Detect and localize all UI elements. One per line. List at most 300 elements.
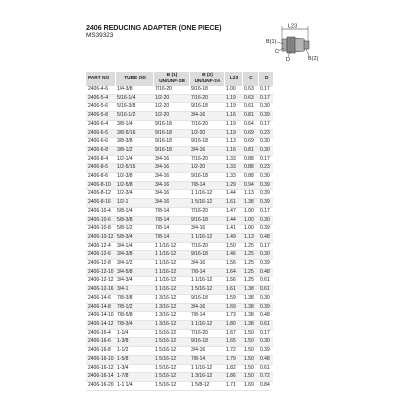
table-cell-b2: 1/2-20 [189, 129, 224, 138]
table-cell-b2: 3/4-16 [189, 260, 224, 269]
table-cell-b2: 7/16-20 [189, 120, 224, 129]
table-cell-b2: 3/4-16 [189, 347, 224, 356]
table-cell-l23: 1.67 [224, 329, 242, 338]
table-cell-l23: 1.47 [224, 207, 242, 216]
table-cell-tube-od: 7/8-3/4 [115, 320, 153, 329]
table-cell-tube-od: 5/8-3/4 [115, 233, 153, 242]
table-row [86, 329, 273, 338]
column-header-line: C [249, 76, 253, 82]
table-cell-c: 1.50 [242, 373, 258, 382]
column-header-line: D [265, 76, 269, 82]
table-cell-d: 0.72 [258, 373, 273, 382]
table-row [86, 86, 273, 94]
table-cell-part-no: 2406-8-10 [86, 181, 115, 190]
table-row [86, 207, 273, 216]
column-header-c [242, 72, 258, 86]
table-cell-l23: 1.19 [224, 103, 242, 112]
table-cell-d: 0.30 [258, 294, 273, 303]
table-row [86, 355, 273, 364]
table-cell-tube-od: 3/4-5/8 [115, 268, 153, 277]
table-cell-l23: 1.71 [224, 381, 242, 390]
column-header-part-no [86, 72, 115, 86]
table-cell-b2: 1 5/16-12 [189, 199, 224, 208]
table-cell-d: 0.30 [258, 216, 273, 225]
table-row [86, 233, 273, 242]
table-cell-d: 0.17 [258, 86, 273, 94]
table-cell-b2: 1/2-20 [189, 164, 224, 173]
table-cell-d: 0.61 [258, 277, 273, 286]
table-cell-tube-od: 1/2-5/16 [115, 164, 153, 173]
table-cell-l23: 1.33 [224, 164, 242, 173]
table-cell-d: 0.17 [258, 94, 273, 103]
table-row [86, 312, 273, 321]
column-header-l23 [224, 72, 242, 86]
table-cell-d: 0.48 [258, 268, 273, 277]
table-cell-l23: 1.86 [224, 373, 242, 382]
table-cell-b2: 7/8-14 [189, 268, 224, 277]
table-cell-tube-od: 3/4-1 [115, 286, 153, 295]
table-cell-b2: 7/8-14 [189, 181, 224, 190]
table-cell-b2: 9/16-18 [189, 173, 224, 182]
table-cell-tube-od: 3/4-1/2 [115, 260, 153, 269]
table-cell-c: 1.25 [242, 260, 258, 269]
table-cell-d: 0.30 [258, 173, 273, 182]
table-row [86, 268, 273, 277]
table-cell-c: 0.63 [242, 94, 258, 103]
table-cell-d: 0.48 [258, 355, 273, 364]
table-cell-tube-od: 1/4-3/8 [115, 86, 153, 94]
table-cell-tube-od: 3/4-3/4 [115, 277, 153, 286]
table-cell-d: 0.23 [258, 164, 273, 173]
table-cell-d: 0.84 [258, 381, 273, 390]
table-cell-c: 0.64 [242, 120, 258, 129]
table-cell-part-no: 2406-16-12 [86, 364, 115, 373]
table-cell-c: 1.25 [242, 242, 258, 251]
table-cell-d: 0.48 [258, 312, 273, 321]
table-cell-tube-od: 3/8-1/2 [115, 146, 153, 155]
table-cell-l23: 1.61 [224, 286, 242, 295]
table-cell-l23: 1.80 [224, 320, 242, 329]
table-cell-c: 1.38 [242, 286, 258, 295]
table-cell-b2: 7/8-14 [189, 355, 224, 364]
table-cell-d: 0.23 [258, 129, 273, 138]
table-cell-part-no: 2406-16-8 [86, 347, 115, 356]
table-cell-b1: 1 1/16-12 [153, 242, 189, 251]
table-cell-part-no: 2406-14-8 [86, 303, 115, 312]
table-cell-l23: 1.65 [224, 338, 242, 347]
table-cell-d: 0.61 [258, 286, 273, 295]
table-cell-b1: 1/2-20 [153, 103, 189, 112]
table-cell-part-no: 2406-8-4 [86, 155, 115, 164]
table-cell-part-no: 2406-12-6 [86, 251, 115, 260]
table-cell-d: 0.17 [258, 155, 273, 164]
table-cell-tube-od: 3/4-1/4 [115, 242, 153, 251]
table-cell-part-no: 2406-12-12 [86, 277, 115, 286]
table-row [86, 173, 273, 182]
table-cell-b1: 7/8-14 [153, 233, 189, 242]
table-cell-b1: 1/2-20 [153, 112, 189, 121]
table-cell-l23: 1.44 [224, 216, 242, 225]
table-row [86, 216, 273, 225]
table-cell-b2: 7/16-20 [189, 242, 224, 251]
table-cell-b1: 1 5/16-12 [153, 329, 189, 338]
table-cell-b2: 3/4-16 [189, 146, 224, 155]
table-cell-l23: 1.16 [224, 146, 242, 155]
table-cell-part-no: 2406-5-4 [86, 94, 115, 103]
table-cell-b1: 3/4-16 [153, 181, 189, 190]
table-cell-b2: 7/16-20 [189, 94, 224, 103]
table-cell-tube-od: 5/8-1/4 [115, 207, 153, 216]
table-cell-d: 0.17 [258, 120, 273, 129]
table-cell-d: 0.39 [258, 260, 273, 269]
adapter-fitting-icon [282, 37, 309, 53]
column-header-line: UN/UNF-2A [194, 79, 221, 84]
table-cell-part-no: 2406-10-12 [86, 233, 115, 242]
table-cell-tube-od: 7/8-1/2 [115, 303, 153, 312]
table-cell-c: 0.81 [242, 146, 258, 155]
table-row [86, 242, 273, 251]
table-cell-l23: 1.19 [224, 129, 242, 138]
table-cell-part-no: 2406-5-8 [86, 112, 115, 121]
table-row [86, 129, 273, 138]
table-cell-b2: 7/16-20 [189, 207, 224, 216]
table-row [86, 338, 273, 347]
parts-table-body [86, 86, 273, 390]
table-cell-tube-od: 3/8-3/8 [115, 138, 153, 147]
table-cell-tube-od: 3/4-3/8 [115, 251, 153, 260]
table-cell-tube-od: 1/2-5/8 [115, 181, 153, 190]
table-cell-c: 0.88 [242, 155, 258, 164]
parts-table [86, 72, 273, 391]
table-cell-d: 0.39 [258, 181, 273, 190]
table-row [86, 260, 273, 269]
column-header-line: UN/UNF-2B [159, 79, 185, 84]
table-cell-c: 1.50 [242, 338, 258, 347]
table-cell-l23: 1.49 [224, 233, 242, 242]
table-row [86, 181, 273, 190]
table-cell-tube-od: 5/16-3/8 [115, 103, 153, 112]
table-cell-tube-od: 1-3/4 [115, 364, 153, 373]
table-cell-b2: 1 5/16-12 [189, 286, 224, 295]
table-cell-d: 0.30 [258, 146, 273, 155]
table-cell-part-no: 2406-6-4 [86, 120, 115, 129]
table-row [86, 294, 273, 303]
table-cell-tube-od: 1-7/8 [115, 373, 153, 382]
table-cell-c: 1.50 [242, 364, 258, 373]
table-row [86, 364, 273, 373]
table-cell-b1: 3/4-16 [153, 155, 189, 164]
table-cell-d: 0.39 [258, 199, 273, 208]
table-cell-d: 0.30 [258, 103, 273, 112]
table-row [86, 373, 273, 382]
table-cell-part-no: 2406-12-16 [86, 286, 115, 295]
table-cell-l23: 1.00 [224, 86, 242, 94]
table-cell-part-no: 2406-16-4 [86, 329, 115, 338]
table-cell-b1: 1 3/16-12 [153, 303, 189, 312]
table-cell-b2: 9/16-18 [189, 338, 224, 347]
table-cell-b2: 9/16-18 [189, 86, 224, 94]
table-cell-c: 0.81 [242, 112, 258, 121]
table-cell-part-no: 2406-16-10 [86, 355, 115, 364]
table-cell-l23: 1.73 [224, 312, 242, 321]
table-row [86, 303, 273, 312]
column-header-line: L23 [229, 76, 239, 82]
table-cell-b1: 1 1/16-12 [153, 286, 189, 295]
table-row [86, 138, 273, 147]
table-cell-l23: 1.64 [224, 268, 242, 277]
table-cell-d: 0.39 [258, 303, 273, 312]
table-cell-b2: 3/4-16 [189, 303, 224, 312]
label-b1: B(1) [266, 39, 277, 45]
table-cell-b1: 3/4-16 [153, 199, 189, 208]
table-cell-l23: 1.82 [224, 364, 242, 373]
table-cell-tube-od: 1/2-3/8 [115, 173, 153, 182]
table-cell-part-no: 2406-10-8 [86, 225, 115, 234]
table-row [86, 199, 273, 208]
table-cell-b1: 3/4-16 [153, 173, 189, 182]
table-cell-c: 1.25 [242, 251, 258, 260]
table-cell-part-no: 2406-4-6 [86, 86, 115, 94]
table-cell-l23: 1.50 [224, 242, 242, 251]
table-cell-b1: 1 1/16-12 [153, 268, 189, 277]
table-row [86, 103, 273, 112]
page-subtitle: MS39323 [86, 32, 114, 39]
table-cell-b2: 3/4-16 [189, 112, 224, 121]
table-cell-part-no: 2406-8-16 [86, 199, 115, 208]
table-cell-c: 1.00 [242, 225, 258, 234]
table-cell-b1: 1 1/16-12 [153, 277, 189, 286]
table-cell-c: 1.38 [242, 303, 258, 312]
table-cell-l23: 1.59 [224, 294, 242, 303]
table-cell-b2: 9/16-18 [189, 294, 224, 303]
table-cell-c: 0.88 [242, 173, 258, 182]
column-header-line: TUBE OD [124, 76, 146, 82]
parts-table-header [86, 72, 273, 86]
table-cell-tube-od: 3/8-1/4 [115, 120, 153, 129]
table-cell-b2: 9/16-18 [189, 216, 224, 225]
table-cell-b2: 1 3/16-12 [189, 373, 224, 382]
table-cell-part-no: 2406-14-6 [86, 294, 115, 303]
table-cell-b1: 1 5/16-12 [153, 364, 189, 373]
table-cell-l23: 1.44 [224, 190, 242, 199]
leader-b2 [306, 49, 309, 56]
table-cell-l23: 1.56 [224, 277, 242, 286]
table-cell-l23: 1.16 [224, 112, 242, 121]
table-cell-part-no: 2406-8-6 [86, 173, 115, 182]
table-cell-tube-od: 1/2-1/4 [115, 155, 153, 164]
table-cell-c: 0.88 [242, 164, 258, 173]
column-header-d [258, 72, 273, 86]
page-title: 2406 REDUCING ADAPTER (ONE PIECE) [86, 23, 222, 32]
table-cell-b1: 1 5/16-12 [153, 338, 189, 347]
table-cell-tube-od: 5/16-1/2 [115, 112, 153, 121]
table-cell-b1: 7/8-14 [153, 225, 189, 234]
table-cell-b1: 7/8-14 [153, 216, 189, 225]
table-cell-b2: 7/8-14 [189, 312, 224, 321]
table-cell-part-no: 2406-12-8 [86, 260, 115, 269]
table-row [86, 112, 273, 121]
table-cell-l23: 1.29 [224, 181, 242, 190]
table-cell-c: 1.38 [242, 294, 258, 303]
table-cell-b2: 1 1/16-12 [189, 233, 224, 242]
table-cell-c: 1.00 [242, 207, 258, 216]
table-cell-l23: 1.41 [224, 225, 242, 234]
table-cell-tube-od: 1/2-1 [115, 199, 153, 208]
table-cell-c: 1.50 [242, 347, 258, 356]
table-cell-b2: 3/4-16 [189, 225, 224, 234]
table-cell-c: 1.13 [242, 233, 258, 242]
table-cell-part-no: 2406-5-6 [86, 103, 115, 112]
table-cell-b1: 1 5/16-12 [153, 373, 189, 382]
table-cell-b1: 1 3/16-12 [153, 294, 189, 303]
table-row [86, 277, 273, 286]
table-cell-tube-od: 7/8-5/8 [115, 312, 153, 321]
table-cell-l23: 1.56 [224, 260, 242, 269]
table-cell-b2: 9/16-18 [189, 138, 224, 147]
table-cell-tube-od: 1-1/2 [115, 347, 153, 356]
table-cell-d: 0.39 [258, 190, 273, 199]
table-cell-b1: 1 1/16-12 [153, 251, 189, 260]
table-cell-b2: 7/16-20 [189, 329, 224, 338]
table-cell-c: 1.25 [242, 268, 258, 277]
table-cell-l23: 1.61 [224, 199, 242, 208]
label-b2: B(2) [308, 56, 318, 62]
table-cell-d: 0.30 [258, 251, 273, 260]
table-cell-l23: 1.19 [224, 94, 242, 103]
table-cell-part-no: 2406-6-8 [86, 146, 115, 155]
table-cell-b2: 1 1/16-12 [189, 277, 224, 286]
table-cell-b2: 1 1/16-12 [189, 320, 224, 329]
table-cell-b2: 1 1/16-12 [189, 190, 224, 199]
table-cell-b1: 1 3/16-12 [153, 312, 189, 321]
column-header-line: PART NO [88, 76, 110, 82]
table-cell-c: 0.69 [242, 129, 258, 138]
column-header-line: B (2) [202, 73, 213, 79]
table-row [86, 381, 273, 390]
table-cell-d: 0.39 [258, 225, 273, 234]
table-row [86, 155, 273, 164]
table-cell-d: 0.48 [258, 233, 273, 242]
column-header-tube-od [115, 72, 153, 86]
table-cell-tube-od: 5/8-3/8 [115, 216, 153, 225]
table-cell-d: 0.61 [258, 320, 273, 329]
table-cell-part-no: 2406-8-5 [86, 164, 115, 173]
table-cell-c: 1.38 [242, 320, 258, 329]
table-row [86, 286, 273, 295]
table-cell-c: 0.69 [242, 138, 258, 147]
table-cell-tube-od: 1-5/8 [115, 355, 153, 364]
table-cell-part-no: 2406-6-5 [86, 129, 115, 138]
table-cell-c: 1.50 [242, 329, 258, 338]
table-row [86, 225, 273, 234]
table-row [86, 190, 273, 199]
table-cell-c: 1.38 [242, 199, 258, 208]
table-cell-c: 1.00 [242, 216, 258, 225]
table-cell-tube-od: 5/8-1/2 [115, 225, 153, 234]
table-cell-c: 0.94 [242, 181, 258, 190]
table-cell-l23: 1.33 [224, 173, 242, 182]
table-cell-tube-od: 1-3/8 [115, 338, 153, 347]
table-cell-tube-od: 1-1 1/4 [115, 381, 153, 390]
table-cell-part-no: 2406-12-10 [86, 268, 115, 277]
table-cell-b2: 1 5/8-12 [189, 381, 224, 390]
table-cell-b2: 9/16-18 [189, 251, 224, 260]
table-cell-c: 0.61 [242, 103, 258, 112]
table-row [86, 94, 273, 103]
table-cell-b1: 1 5/16-12 [153, 347, 189, 356]
table-cell-part-no: 2406-16-14 [86, 373, 115, 382]
table-cell-l23: 1.19 [224, 120, 242, 129]
table-cell-b1: 9/16-18 [153, 120, 189, 129]
table-cell-part-no: 2406-14-12 [86, 320, 115, 329]
table-row [86, 347, 273, 356]
table-cell-tube-od: 7/8-3/8 [115, 294, 153, 303]
table-cell-l23: 1.79 [224, 355, 242, 364]
table-cell-part-no: 2406-12-4 [86, 242, 115, 251]
table-cell-part-no: 2406-14-10 [86, 312, 115, 321]
table-cell-b1: 9/16-18 [153, 129, 189, 138]
table-cell-d: 0.61 [258, 364, 273, 373]
table-cell-part-no: 2406-8-12 [86, 190, 115, 199]
table-cell-b1: 1/2-20 [153, 94, 189, 103]
label-l23: L23 [288, 23, 298, 30]
table-cell-d: 0.39 [258, 347, 273, 356]
table-cell-part-no: 2406-10-4 [86, 207, 115, 216]
table-cell-tube-od: 5/16-1/4 [115, 94, 153, 103]
table-cell-c: 0.63 [242, 86, 258, 94]
table-cell-c: 1.25 [242, 277, 258, 286]
table-cell-part-no: 2406-6-6 [86, 138, 115, 147]
table-cell-c: 1.50 [242, 355, 258, 364]
table-cell-b2: 9/16-18 [189, 103, 224, 112]
table-cell-d: 0.17 [258, 329, 273, 338]
table-cell-d: 0.39 [258, 112, 273, 121]
column-header-b2 [189, 72, 224, 86]
table-cell-tube-od: 3/8-5/16 [115, 129, 153, 138]
table-cell-b1: 7/16-20 [153, 86, 189, 94]
table-cell-b1: 1 5/16-12 [153, 355, 189, 364]
table-cell-d: 0.30 [258, 138, 273, 147]
table-cell-b1: 9/16-18 [153, 138, 189, 147]
table-cell-d: 0.17 [258, 242, 273, 251]
table-cell-tube-od: 1/2-3/4 [115, 190, 153, 199]
table-cell-l23: 1.33 [224, 155, 242, 164]
table-cell-part-no: 2406-16-20 [86, 381, 115, 390]
table-row [86, 146, 273, 155]
label-c: C [275, 49, 279, 55]
table-cell-l23: 1.69 [224, 303, 242, 312]
table-cell-b1: 1 1/16-12 [153, 260, 189, 269]
table-cell-b1: 3/4-16 [153, 190, 189, 199]
table-row [86, 120, 273, 129]
table-cell-c: 1.13 [242, 190, 258, 199]
table-cell-b1: 9/16-18 [153, 146, 189, 155]
label-d: D [286, 57, 290, 63]
table-cell-tube-od: 1-1/4 [115, 329, 153, 338]
table-row [86, 251, 273, 260]
table-cell-l23: 1.46 [224, 251, 242, 260]
table-cell-c: 1.38 [242, 312, 258, 321]
table-cell-b2: 7/16-20 [189, 155, 224, 164]
table-cell-b2: 1 1/16-12 [189, 364, 224, 373]
table-cell-l23: 1.13 [224, 138, 242, 147]
table-cell-b1: 1 5/16-12 [153, 381, 189, 390]
table-cell-b1: 3/4-16 [153, 164, 189, 173]
table-cell-b1: 1 3/16-12 [153, 320, 189, 329]
table-cell-part-no: 2406-10-6 [86, 216, 115, 225]
table-row [86, 320, 273, 329]
table-row [86, 164, 273, 173]
